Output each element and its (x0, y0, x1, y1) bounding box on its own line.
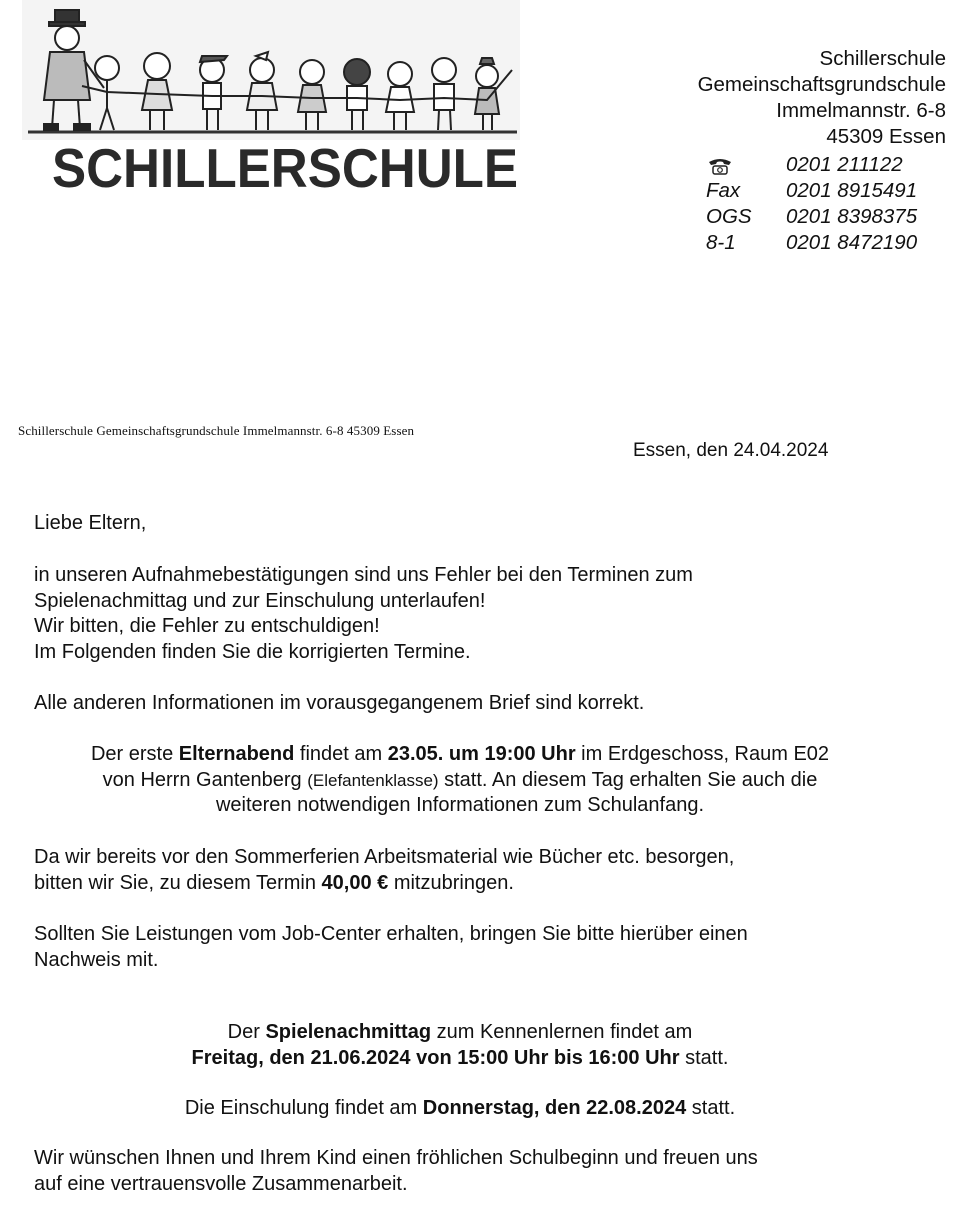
contact-number: 0201 8398375 (786, 205, 918, 228)
sender-line: Schillerschule Gemeinschaftsgrundschule Immelmannstr. 6-8 45309 Essen (18, 423, 415, 438)
telephone-icon (706, 156, 734, 176)
class-name: (Elefantenklasse) (307, 770, 439, 790)
contact-row-8-1 (706, 230, 917, 256)
material-paragraph: Da wir bereits vor den Sommerferien Arbeitsmaterial wie Bücher etc. besorgen, bitten wir Sie, zu diesem Termin 40,00 € mitzubringen. (34, 846, 735, 894)
letter-date: Essen, den 24.04.2024 (633, 440, 829, 461)
einschulung-date: Donnerstag, den 22.08.2024 (422, 1097, 687, 1119)
contact-label: Fax (706, 179, 741, 202)
contact-label: OGS (706, 205, 752, 228)
contact-numbers (706, 152, 917, 256)
elternabend-paragraph: Der erste Elternabend findet am 23.05. um 19:00 Uhr im Erdgeschoss, Raum E02 von Herrn Gantenberg (Elefantenklasse) statt. An diesem Tag erhalten Sie auch die weiteren notwendigen Informationen zum Schulanfang. (90, 743, 830, 816)
einschulung-paragraph: Die Einschulung findet am Donnerstag, den 22.08.2024 statt. (184, 1097, 736, 1119)
elternabend-datetime: 23.05. um 19:00 Uhr (387, 743, 576, 765)
elternabend-label: Elternabend (178, 743, 295, 765)
jobcenter-paragraph: Sollten Sie Leistungen vom Job-Center erhalten, bringen Sie bitte hierüber einen Nachweis mit. (34, 923, 748, 971)
spielenachmittag-datetime: Freitag, den 21.06.2024 von 15:00 Uhr bis 16:00 Uhr (191, 1046, 680, 1069)
school-address (698, 46, 946, 150)
contact-row-ogs (706, 204, 917, 230)
address-city: 45309 Essen (826, 125, 946, 148)
greeting: Liebe Eltern, (34, 512, 147, 534)
intro-line: Im Folgenden finden Sie die korrigierten Termine. (34, 640, 471, 663)
contact-number: 0201 211122 (786, 153, 903, 176)
material-amount: 40,00 € (321, 871, 389, 894)
school-logo (22, 0, 520, 198)
closing-paragraph: Wir wünschen Ihnen und Ihrem Kind einen fröhlichen Schulbeginn und freuen uns auf eine vertrauensvolle Zusammenarbeit. (34, 1147, 758, 1195)
contact-row-phone (706, 152, 917, 178)
intro-paragraph (34, 563, 693, 665)
spielenachmittag-label: Spielenachmittag (265, 1021, 432, 1043)
intro-line: Wir bitten, die Fehler zu entschuldigen! (34, 615, 380, 637)
address-type: Gemeinschaftsgrundschule (697, 73, 946, 96)
intro-line: Spielenachmittag und zur Einschulung unterlaufen! (34, 589, 486, 612)
address-street: Immelmannstr. 6-8 (776, 99, 946, 122)
contact-label: 8-1 (706, 231, 736, 254)
contact-number: 0201 8472190 (786, 231, 918, 254)
address-name: Schillerschule (819, 47, 946, 70)
other-info-paragraph: Alle anderen Informationen im vorausgegangenem Brief sind korrekt. (34, 692, 645, 714)
contact-row-fax (706, 178, 917, 204)
contact-number: 0201 8915491 (786, 179, 918, 202)
children-holding-hands-illustration (22, 0, 520, 140)
logo-school-name: SCHILLERSCHULE (52, 137, 519, 199)
intro-line: in unseren Aufnahmebestätigungen sind uns Fehler bei den Terminen zum (34, 564, 693, 586)
spielenachmittag-paragraph: Der Spielenachmittag zum Kennenlernen findet am Freitag, den 21.06.2024 von 15:00 Uhr bis 16:00 Uhr statt. (191, 1021, 729, 1069)
